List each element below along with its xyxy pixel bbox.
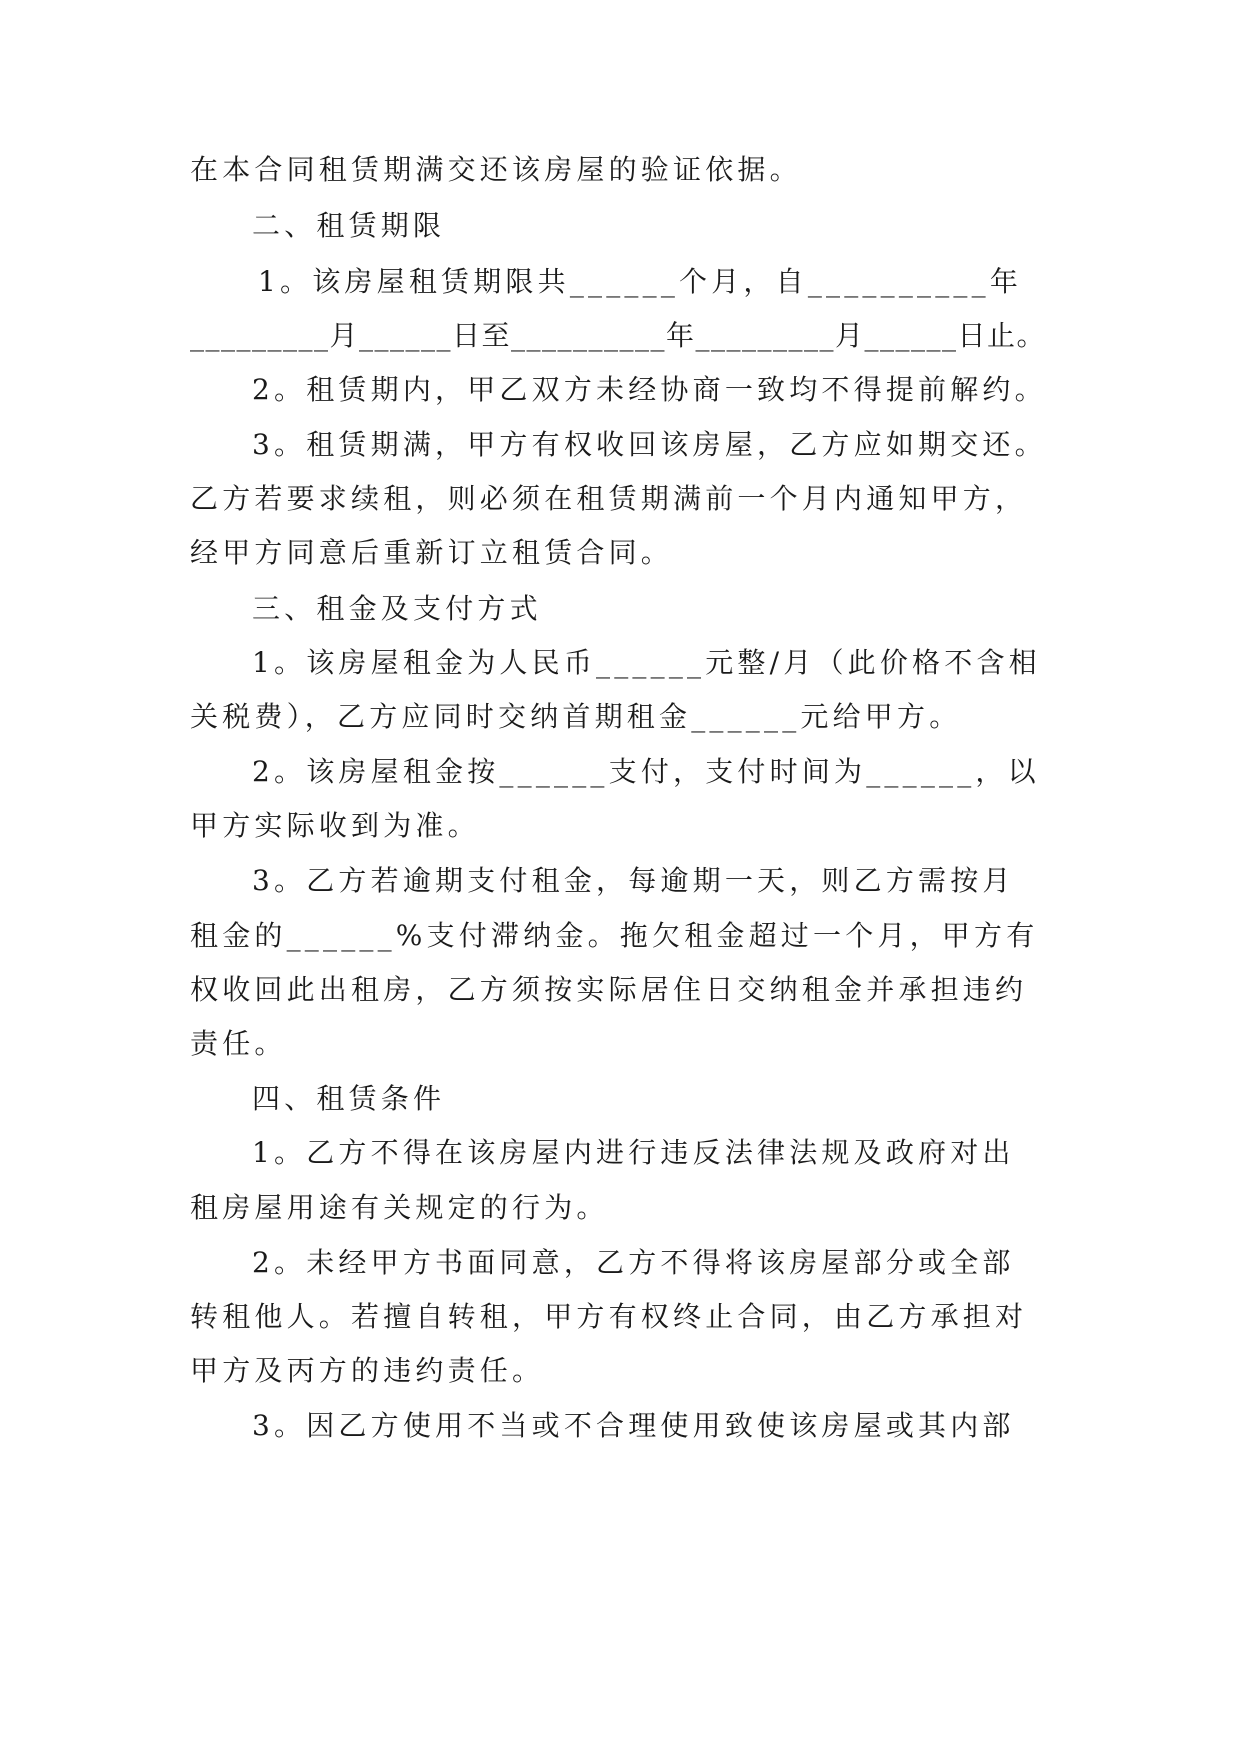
paragraph-line: 关税费），乙方应同时交纳首期租金______元给甲方。	[190, 700, 962, 733]
clause-rent-3: 3。乙方若逾期支付租金，每逾期一天，则乙方需按月	[252, 864, 1015, 897]
paragraph-line: 租金的______%支付滞纳金。拖欠租金超过一个月，甲方有	[190, 919, 1039, 952]
paragraph-line: 经甲方同意后重新订立租赁合同。	[190, 536, 674, 569]
clause-term-1: 1。该房屋租赁期限共______个月，自__________年	[258, 265, 1023, 298]
paragraph-line: 甲方实际收到为准。	[190, 809, 480, 842]
paragraph-line: 乙方若要求续租，则必须在租赁期满前一个月内通知甲方，	[190, 482, 1028, 515]
clause-term-2: 2。租赁期内，甲乙双方未经协商一致均不得提前解约。	[252, 373, 1047, 406]
clause-rent-1: 1。该房屋租金为人民币______元整/月（此价格不含相	[252, 646, 1041, 679]
paragraph-line: 权收回此出租房，乙方须按实际居住日交纳租金并承担违约	[190, 973, 1028, 1006]
paragraph-line: 租房屋用途有关规定的行为。	[190, 1191, 609, 1224]
section-heading-rent: 三、租金及支付方式	[252, 592, 542, 625]
paragraph-line: 责任。	[190, 1027, 287, 1060]
clause-term-3: 3。租赁期满，甲方有权收回该房屋，乙方应如期交还。	[252, 428, 1047, 461]
paragraph-line: 在本合同租赁期满交还该房屋的验证依据。	[190, 153, 802, 186]
clause-rent-2: 2。该房屋租金按______支付，支付时间为______，以	[252, 755, 1040, 788]
section-heading-term: 二、租赁期限	[252, 209, 446, 242]
clause-conditions-1: 1。乙方不得在该房屋内进行违反法律法规及政府对出	[252, 1136, 1015, 1169]
section-heading-conditions: 四、租赁条件	[252, 1082, 446, 1115]
paragraph-line: 转租他人。若擅自转租，甲方有权终止合同，由乙方承担对	[190, 1300, 1028, 1333]
clause-conditions-3: 3。因乙方使用不当或不合理使用致使该房屋或其内部	[252, 1409, 1015, 1442]
paragraph-line: 甲方及丙方的违约责任。	[190, 1354, 545, 1387]
paragraph-line: _________月______日至__________年_________月______日止。	[190, 319, 1047, 352]
clause-conditions-2: 2。未经甲方书面同意，乙方不得将该房屋部分或全部	[252, 1246, 1015, 1279]
